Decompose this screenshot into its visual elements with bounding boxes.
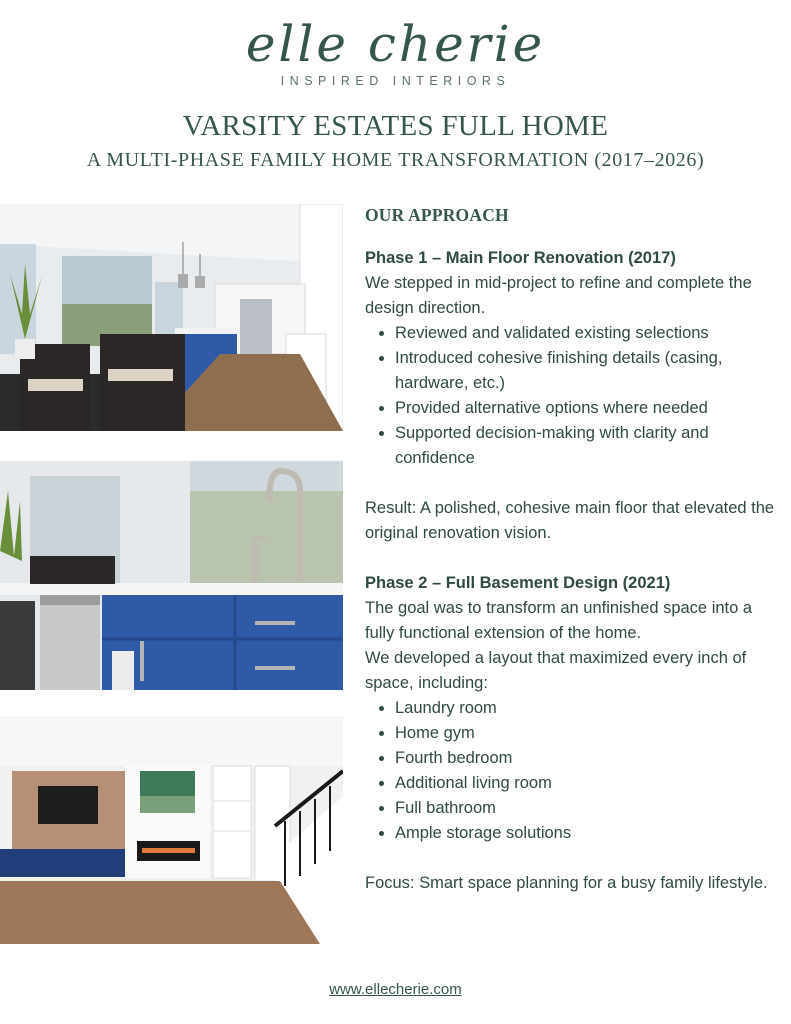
basement-living-photo <box>0 716 343 944</box>
phase1-result: Result: A polished, cohesive main floor that elevated the original renovation vision. <box>365 499 775 542</box>
list-item: • Home gym <box>395 721 780 746</box>
list-item: • Ample storage solutions <box>395 821 780 846</box>
section-heading: OUR APPROACH <box>365 205 509 225</box>
phase1-intro: We stepped in mid-project to refine and complete the design direction. <box>365 274 752 317</box>
list-item: • Fourth bedroom <box>395 746 780 771</box>
website-link[interactable]: www.ellecherie.com <box>329 981 462 998</box>
phase2-intro-layout: We developed a layout that maximized every inch of space, including: <box>365 649 747 692</box>
logo-script: elle cherie <box>245 15 546 73</box>
list-item: • Supported decision-making with clarity and confidence <box>395 421 780 471</box>
list-item: • Full bathroom <box>395 796 780 821</box>
phase2-list <box>365 696 780 846</box>
brand-logo <box>0 14 791 88</box>
list-item: • Provided alternative options where needed <box>395 396 780 421</box>
approach-section <box>365 203 780 896</box>
list-item: • Laundry room <box>395 696 780 721</box>
list-item: • Introduced cohesive finishing details (casing, hardware, etc.) <box>395 346 780 396</box>
phase2-title: Phase 2 – Full Basement Design (2021) <box>365 574 671 592</box>
phase1-list <box>365 321 780 471</box>
logo-tagline: INSPIRED INTERIORS <box>280 74 511 88</box>
list-item: • Reviewed and validated existing selections <box>395 321 780 346</box>
phase2-focus: Focus: Smart space planning for a busy family lifestyle. <box>365 874 768 892</box>
phase2-intro: The goal was to transform an unfinished space into a fully functional extension of the home. <box>365 599 753 642</box>
sink-cabinets-photo <box>0 461 343 690</box>
phase1-title: Phase 1 – Main Floor Renovation (2017) <box>365 249 676 267</box>
page-subtitle: A MULTI-PHASE FAMILY HOME TRANSFORMATION (2017–2026) <box>86 149 705 171</box>
list-item: • Additional living room <box>395 771 780 796</box>
page-title: VARSITY ESTATES FULL HOME <box>182 110 609 142</box>
kitchen-photo <box>0 204 343 431</box>
